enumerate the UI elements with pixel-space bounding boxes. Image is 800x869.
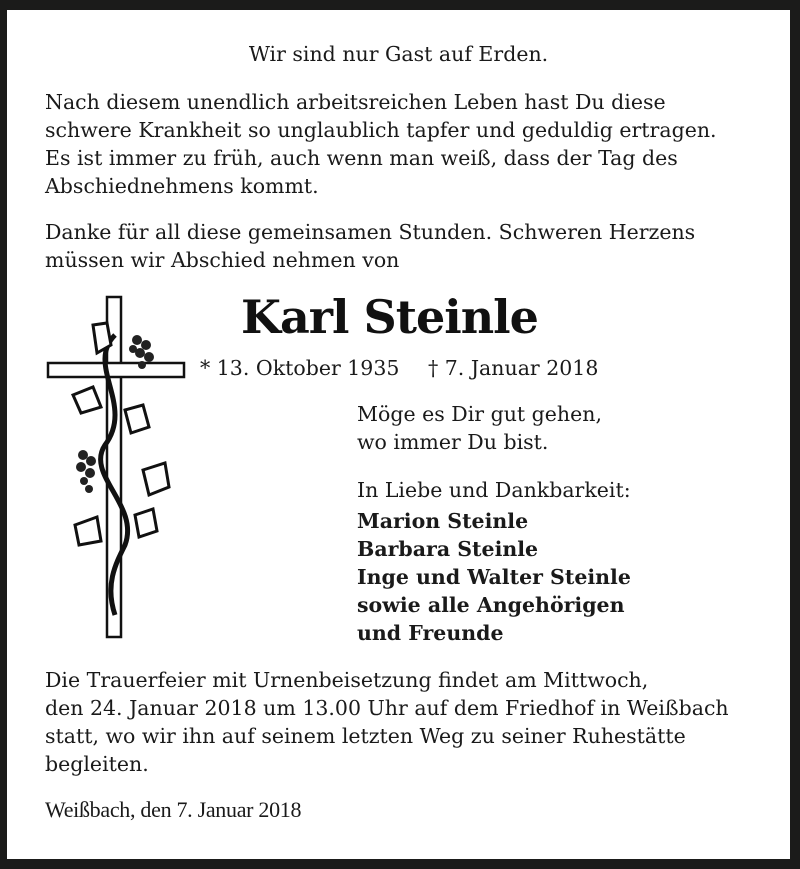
ceremony-line: den 24. Januar 2018 um 13.00 Uhr auf dem Friedhof in Weißbach (45, 696, 729, 720)
mourner: Inge und Walter Steinle (357, 565, 631, 589)
wish-line: Möge es Dir gut gehen, (357, 402, 602, 426)
mourner: Barbara Steinle (357, 537, 539, 561)
intro-line: Es ist immer zu früh, auch wenn man weiß, dass der Tag des (45, 146, 678, 170)
mourners-intro: In Liebe und Dankbarkeit: (357, 478, 631, 502)
deceased-name: Karl Steinle (241, 290, 538, 344)
thanks-line: Danke für all diese gemeinsamen Stunden. Schweren Herzens (45, 220, 696, 244)
thanks-line: müssen wir Abschied nehmen von (45, 248, 400, 272)
cross-with-grapevine-icon (45, 295, 190, 640)
intro-line: Nach diesem unendlich arbeitsreichen Leben hast Du diese (45, 90, 666, 114)
mourner: Marion Steinle (357, 509, 529, 533)
mourner: und Freunde (357, 621, 504, 645)
ceremony-line: statt, wo wir ihn auf seinem letzten Weg zu seiner Ruhestätte (45, 724, 686, 748)
obituary-card (7, 10, 790, 859)
wish-line: wo immer Du bist. (357, 430, 549, 454)
death-date: † 7. Januar 2018 (428, 356, 599, 380)
motto: Wir sind nur Gast auf Erden. (248, 42, 549, 66)
ceremony-line: Die Trauerfeier mit Urnenbeisetzung findet am Mittwoch, (45, 668, 649, 692)
ceremony-line: begleiten. (45, 752, 149, 776)
intro-line: Abschiednehmens kommt. (45, 174, 319, 198)
mourner: sowie alle Angehörigen (357, 593, 625, 617)
intro-line: schwere Krankheit so unglaublich tapfer und geduldig ertragen. (45, 118, 717, 142)
birth-date: * 13. Oktober 1935 (200, 356, 400, 380)
place-date: Weißbach, den 7. Januar 2018 (45, 797, 302, 822)
